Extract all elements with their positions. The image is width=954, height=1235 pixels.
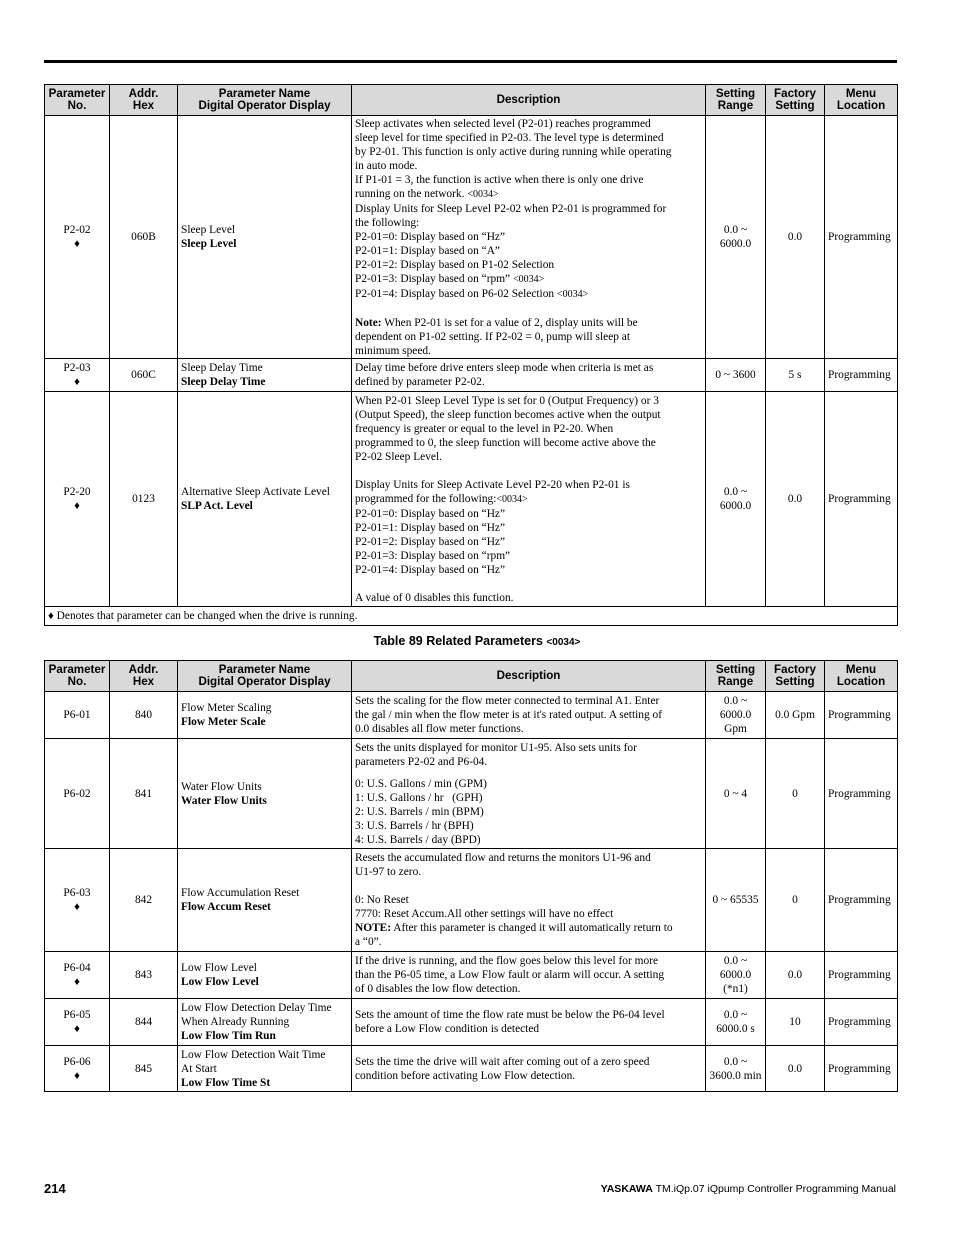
param-description: Sets the units displayed for monitor U1-95. Also sets units for parameters P2-02 and P6-04. 0: U.S. Gallons / min (GPM) 1: U.S. Gallons / hr (GPH) 2: U.S. Barrels / min (BPM) 3: U.S. Barrels / hr (BPH) 4: U.S. Barrels / day (BPD) xyxy=(352,739,706,849)
factory-setting: 0.0 xyxy=(766,116,825,359)
diamond-icon: ♦ xyxy=(74,376,80,388)
footer-manual-title: YASKAWA TM.iQp.07 iQpump Controller Programming Manual xyxy=(600,1183,896,1195)
header-name: Parameter Name Digital Operator Display xyxy=(178,661,352,692)
setting-range: 0.0 ~ 6000.0 (*n1) xyxy=(706,952,766,999)
param-no: P6-06 ♦ xyxy=(45,1046,110,1092)
top-rule xyxy=(44,60,897,63)
param-no: P2-20 ♦ xyxy=(45,392,110,607)
param-addr: 843 xyxy=(110,952,178,999)
param-no: P6-04 ♦ xyxy=(45,952,110,999)
header-param-no: Parameter No. xyxy=(45,85,110,116)
menu-location: Programming xyxy=(825,952,898,999)
param-name: Flow Meter Scaling Flow Meter Scale xyxy=(178,692,352,739)
parameter-table-sleep xyxy=(44,84,898,626)
param-description: Delay time before drive enters sleep mode when criteria is met as defined by parameter P2-02. xyxy=(352,359,706,392)
factory-setting: 5 s xyxy=(766,359,825,392)
param-addr: 0123 xyxy=(110,392,178,607)
menu-location: Programming xyxy=(825,392,898,607)
param-no: P6-02 xyxy=(45,739,110,849)
diamond-icon: ♦ xyxy=(74,1069,80,1082)
setting-range: 0.0 ~ 6000.0 s xyxy=(706,999,766,1046)
diamond-icon: ♦ xyxy=(74,976,80,988)
factory-setting: 0.0 xyxy=(766,952,825,999)
table-caption: Table 89 Related Parameters <0034> xyxy=(373,634,581,648)
table-footnote: ♦ Denotes that parameter can be changed when the drive is running. xyxy=(45,607,898,626)
param-addr: 841 xyxy=(110,739,178,849)
factory-setting: 0 xyxy=(766,849,825,952)
param-description: Sets the amount of time the flow rate must be below the P6-04 level before a Low Flow condition is detected xyxy=(352,999,706,1046)
page-number: 214 xyxy=(44,1181,66,1196)
param-no: P6-05 ♦ xyxy=(45,999,110,1046)
header-param-no: Parameter No. xyxy=(45,661,110,692)
param-addr: 845 xyxy=(110,1046,178,1092)
table-row xyxy=(45,952,898,999)
param-description: Resets the accumulated flow and returns the monitors U1-96 and U1-97 to zero. 0: No Reset 7770: Reset Accum.All other settings will have no effect NOTE: After this parameter is changed it will automatically return to a “0”. xyxy=(352,849,706,952)
param-addr: 060C xyxy=(110,359,178,392)
header-desc: Description xyxy=(352,661,706,692)
param-no: P6-01 xyxy=(45,692,110,739)
table-header-row xyxy=(45,85,898,116)
header-menu: Menu Location xyxy=(825,85,898,116)
table-header-row xyxy=(45,661,898,692)
param-description: Sets the scaling for the flow meter connected to terminal A1. Enter the gal / min when the flow meter is at it's rated output. A setting of 0.0 disables all flow meter functions. xyxy=(352,692,706,739)
header-name: Parameter Name Digital Operator Display xyxy=(178,85,352,116)
setting-range: 0 ~ 4 xyxy=(706,739,766,849)
param-name: Sleep Delay Time Sleep Delay Time xyxy=(178,359,352,392)
setting-range: 0.0 ~ 3600.0 min xyxy=(706,1046,766,1092)
setting-range: 0.0 ~ 6000.0 Gpm xyxy=(706,692,766,739)
param-description: When P2-01 Sleep Level Type is set for 0 (Output Frequency) or 3 (Output Speed), the sleep function becomes active when the output frequency is greater or equal to the level in P2-20. When programmed to 0, the sleep function will become active above the P2-02 Sleep Level. Display Units for Sleep Activate Level P2-20 when P2-01 is programmed for the following:<0034> P2-01=0: Display based on “Hz” P2-01=1: Display based on “Hz” P2-01=2: Display based on “Hz” P2-01=3: Display based on “rpm” P2-01=4: Display based on “Hz” A value of 0 disables this function. xyxy=(352,392,706,607)
menu-location: Programming xyxy=(825,849,898,952)
menu-location: Programming xyxy=(825,359,898,392)
diamond-icon: ♦ xyxy=(48,610,54,622)
factory-setting: 10 xyxy=(766,999,825,1046)
menu-location: Programming xyxy=(825,739,898,849)
setting-range: 0.0 ~ 6000.0 xyxy=(706,392,766,607)
setting-range: 0 ~ 3600 xyxy=(706,359,766,392)
table-row xyxy=(45,359,898,392)
header-addr: Addr. Hex xyxy=(110,85,178,116)
param-name: Low Flow Level Low Flow Level xyxy=(178,952,352,999)
param-no: P2-03 ♦ xyxy=(45,359,110,392)
header-range: Setting Range xyxy=(706,85,766,116)
param-addr: 060B xyxy=(110,116,178,359)
table-row xyxy=(45,392,898,607)
param-name: Alternative Sleep Activate Level SLP Act. Level xyxy=(178,392,352,607)
param-description: Sets the time the drive will wait after coming out of a zero speed condition before activating Low Flow detection. xyxy=(352,1046,706,1092)
param-name: Low Flow Detection Wait Time At Start Low Flow Time St xyxy=(178,1046,352,1092)
factory-setting: 0.0 xyxy=(766,1046,825,1092)
header-factory: Factory Setting xyxy=(766,661,825,692)
table-row xyxy=(45,849,898,952)
param-addr: 842 xyxy=(110,849,178,952)
param-name: Low Flow Detection Delay Time When Already Running Low Flow Tim Run xyxy=(178,999,352,1046)
param-no: P2-02 ♦ xyxy=(45,116,110,359)
parameter-table-flow xyxy=(44,660,898,1092)
menu-location: Programming xyxy=(825,999,898,1046)
header-addr: Addr. Hex xyxy=(110,661,178,692)
table-row xyxy=(45,116,898,359)
table-row xyxy=(45,1046,898,1092)
param-addr: 844 xyxy=(110,999,178,1046)
table-footnote-row xyxy=(45,607,898,626)
header-factory: Factory Setting xyxy=(766,85,825,116)
param-no: P6-03 ♦ xyxy=(45,849,110,952)
menu-location: Programming xyxy=(825,116,898,359)
diamond-icon: ♦ xyxy=(74,901,80,913)
param-name: Sleep Level Sleep Level xyxy=(178,116,352,359)
factory-setting: 0.0 xyxy=(766,392,825,607)
table-row xyxy=(45,999,898,1046)
table-row xyxy=(45,692,898,739)
menu-location: Programming xyxy=(825,692,898,739)
menu-location: Programming xyxy=(825,1046,898,1092)
param-name: Flow Accumulation Reset Flow Accum Reset xyxy=(178,849,352,952)
header-desc: Description xyxy=(352,85,706,116)
header-menu: Menu Location xyxy=(825,661,898,692)
diamond-icon: ♦ xyxy=(74,238,80,250)
param-name: Water Flow Units Water Flow Units xyxy=(178,739,352,849)
param-addr: 840 xyxy=(110,692,178,739)
table-row xyxy=(45,739,898,849)
setting-range: 0 ~ 65535 xyxy=(706,849,766,952)
diamond-icon: ♦ xyxy=(74,500,80,512)
header-range: Setting Range xyxy=(706,661,766,692)
param-description: If the drive is running, and the flow goes below this level for more than the P6-05 time, a Low Flow fault or alarm will occur. A setting of 0 disables the low flow detection. xyxy=(352,952,706,999)
setting-range: 0.0 ~ 6000.0 xyxy=(706,116,766,359)
factory-setting: 0 xyxy=(766,739,825,849)
factory-setting: 0.0 Gpm xyxy=(766,692,825,739)
diamond-icon: ♦ xyxy=(74,1023,80,1035)
param-description: Sleep activates when selected level (P2-01) reaches programmed sleep level for time specified in P2-03. The level type is determined by P2-01. This function is only active during running while operating in auto mode. If P1-01 = 3, the function is active when there is only one drive running on the network. <0034> Display Units for Sleep Level P2-02 when P2-01 is programmed for the following: P2-01=0: Display based on “Hz” P2-01=1: Display based on “A” P2-01=2: Display based on P1-02 Selection P2-01=3: Display based on “rpm” <0034> P2-01=4: Display based on P6-02 Selection <0034> Note: When P2-01 is set for a value of 2, display units will be dependent on P1-02 setting. If P2-02 = 0, pump will sleep at minimum speed. xyxy=(352,116,706,359)
